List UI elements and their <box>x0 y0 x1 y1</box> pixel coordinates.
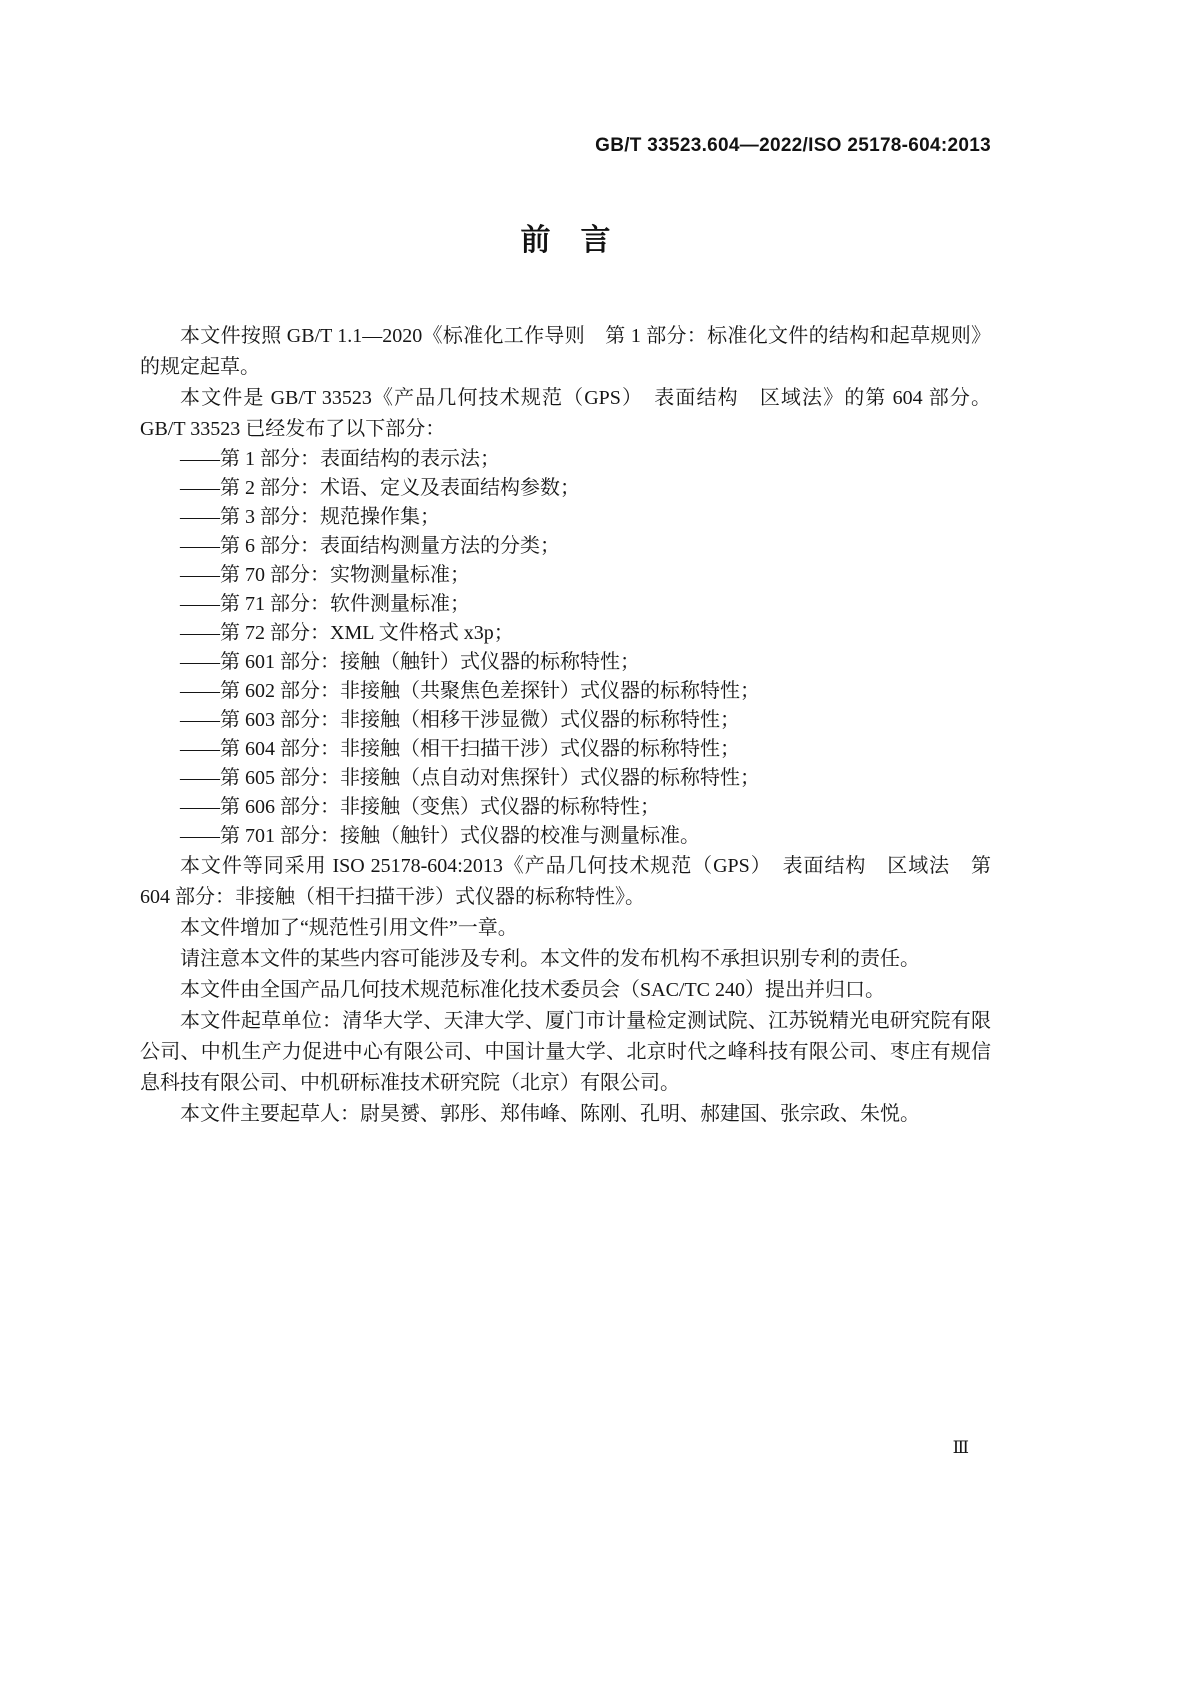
list-item-part: ——第 601 部分：接触（触针）式仪器的标称特性； <box>180 651 640 673</box>
list-item-part: ——第 70 部分：实物测量标准； <box>180 564 470 586</box>
standard-number-header: GB/T 33523.604—2022/ISO 25178-604:2013 <box>595 135 991 156</box>
list-item-part: ——第 71 部分：软件测量标准； <box>180 593 470 615</box>
document-body <box>140 321 991 1130</box>
page-number: Ⅲ <box>952 1438 969 1457</box>
list-item-part: ——第 603 部分：非接触（相移干涉显微）式仪器的标称特性； <box>180 709 740 731</box>
list-item-part: ——第 2 部分：术语、定义及表面结构参数； <box>180 477 580 499</box>
paragraph-drafters: 本文件主要起草人：尉昊赟、郭彤、郑伟峰、陈刚、孔明、郝建国、张宗政、朱悦。 <box>180 1103 920 1125</box>
paragraph-drafting-units: 本文件起草单位：清华大学、天津大学、厦门市计量检定测试院、江苏锐精光电研究院有限公司、中机生产力促进中心有限公司、中国计量大学、北京时代之峰科技有限公司、枣庄有规信息科技有限公司、中机研标准技术研究院（北京）有限公司。 <box>140 1010 991 1094</box>
paragraph-intro2: 本文件是 GB/T 33523《产品几何技术规范（GPS） 表面结构 区域法》的第 604 部分。GB/T 33523 已经发布了以下部分： <box>140 387 991 440</box>
list-item-part: ——第 1 部分：表面结构的表示法； <box>180 448 500 470</box>
list-item-part: ——第 72 部分：XML 文件格式 x3p； <box>180 622 514 644</box>
paragraph-patent-notice: 请注意本文件的某些内容可能涉及专利。本文件的发布机构不承担识别专利的责任。 <box>180 948 920 970</box>
list-item-part: ——第 3 部分：规范操作集； <box>180 506 440 528</box>
list-item-part: ——第 701 部分：接触（触针）式仪器的校准与测量标准。 <box>180 825 700 847</box>
paragraph-intro1: 本文件按照 GB/T 1.1—2020《标准化工作导则 第 1 部分：标准化文件的结构和起草规则》的规定起草。 <box>140 325 991 378</box>
list-item-part: ——第 605 部分：非接触（点自动对焦探针）式仪器的标称特性； <box>180 767 760 789</box>
paragraph-iso-adoption: 本文件等同采用 ISO 25178-604:2013《产品几何技术规范（GPS） 表面结构 区域法 第 604 部分：非接触（相干扫描干涉）式仪器的标称特性》。 <box>140 855 991 908</box>
list-item-part: ——第 604 部分：非接触（相干扫描干涉）式仪器的标称特性； <box>180 738 740 760</box>
paragraph-committee: 本文件由全国产品几何技术规范标准化技术委员会（SAC/TC 240）提出并归口。 <box>180 979 886 1001</box>
list-item-part: ——第 606 部分：非接触（变焦）式仪器的标称特性； <box>180 796 660 818</box>
page-title: 前 言 <box>520 224 611 257</box>
paragraph-added-chapter: 本文件增加了“规范性引用文件”一章。 <box>180 917 518 939</box>
list-item-part: ——第 6 部分：表面结构测量方法的分类； <box>180 535 560 557</box>
list-item-part: ——第 602 部分：非接触（共聚焦色差探针）式仪器的标称特性； <box>180 680 760 702</box>
